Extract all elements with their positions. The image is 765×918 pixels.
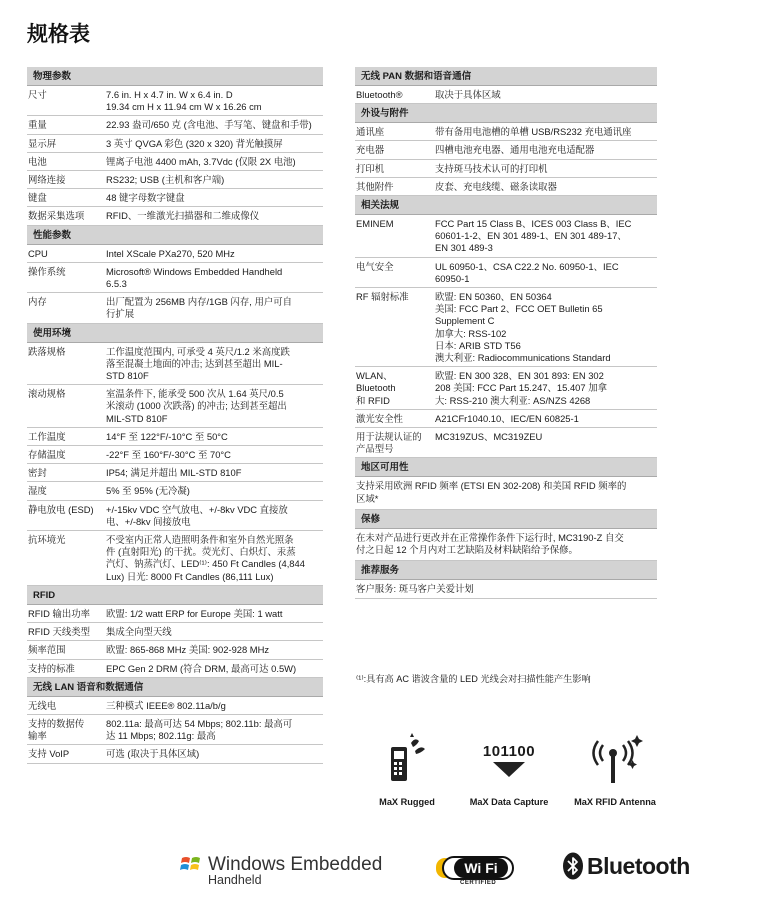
spec-row: [27, 189, 323, 207]
max-rugged-feature: [355, 733, 459, 807]
spec-row: [355, 141, 657, 159]
spec-value: 四槽电池充电器、通用电池充电适配器: [435, 144, 595, 156]
spec-label: 抗环境光: [28, 534, 66, 546]
spec-row: [27, 715, 323, 745]
spec-value: 欧盟: EN 50360、EN 50364 美国: FCC Part 2、FCC OET Bulletin 65 Supplement C 加拿大: RSS-102 日本: ARIB STD T56 澳大利亚: Radiocommunications Standard: [435, 291, 611, 364]
bluetooth-logo-text: Bluetooth: [587, 852, 690, 879]
wifi-certified-text: CERTIFIED: [460, 880, 497, 886]
spec-row: [355, 215, 657, 258]
spec-label: 电池: [28, 155, 47, 167]
spec-value: Microsoft® Windows Embedded Handheld 6.5.3: [106, 265, 283, 290]
right-spec-column: [355, 67, 657, 599]
data-capture-icon: [457, 733, 561, 787]
spec-label: 充电器: [356, 144, 385, 156]
spec-row: [355, 86, 657, 104]
spec-label: 无线电: [28, 699, 57, 711]
feature-icons: [355, 733, 667, 813]
section-header: 性能参数: [27, 226, 323, 245]
spec-row: [27, 116, 323, 134]
spec-value: 皮套、充电线缆、磁条读取器: [435, 180, 557, 192]
spec-row: [27, 385, 323, 428]
spec-value: Intel XScale PXa270, 520 MHz: [106, 247, 235, 259]
spec-value: 室温条件下, 能承受 500 次从 1.64 英尺/0.5 米滚动 (1000 次跌落) 的冲击; 达到甚至超出 MIL-STD 810F: [106, 388, 287, 424]
windows-logo-text: Windows Embedded: [208, 853, 383, 875]
spec-value: -22°F 至 160°F/-30°C 至 70°C: [106, 449, 231, 461]
spec-row: [355, 258, 657, 288]
spec-row: [27, 86, 323, 116]
spec-value: 欧盟: EN 300 328、EN 301 893: EN 302 208 美国: FCC Part 15.247、15.407 加拿 大: RSS-210 澳大利亚: AS/NZS 4268: [435, 370, 607, 406]
spec-value: IP54; 满足并超出 MIL-STD 810F: [106, 467, 242, 479]
spec-label: 支持的数据传 输率: [28, 717, 85, 742]
section-paragraph: 支持采用欧洲 RFID 频率 (ETSI EN 302-208) 和美国 RFID 频率的 区域*: [355, 477, 657, 509]
binary-code-text: 101100: [482, 742, 536, 760]
spec-value: 欧盟: 865-868 MHz 美国: 902-928 MHz: [106, 644, 270, 656]
spec-value: 三种模式 IEEE® 802.11a/b/g: [106, 699, 226, 711]
spec-label: 内存: [28, 296, 47, 308]
spec-value: RS232; USB (主机和客户端): [106, 174, 225, 186]
spec-row: [27, 245, 323, 263]
spec-row: [27, 153, 323, 171]
spec-row: [355, 178, 657, 196]
section-header: 使用环境: [27, 324, 323, 343]
spec-value: EPC Gen 2 DRM (符合 DRM, 最高可达 0.5W): [106, 662, 297, 674]
spec-value: 可选 (取决于具体区域): [106, 748, 200, 760]
certification-logos: [180, 850, 690, 900]
spec-value: 工作温度范围内, 可承受 4 英尺/1.2 米高度跌 落至混凝土地面的冲击; 达到甚至超出 MIL- STD 810F: [106, 345, 290, 382]
spec-row: [27, 697, 323, 715]
max-data-capture-label: MaX Data Capture: [469, 797, 549, 807]
spec-label: 通讯座: [356, 126, 385, 138]
spec-label: 尺寸: [28, 89, 47, 100]
spec-label: 频率范围: [28, 644, 66, 656]
section-header: 无线 LAN 语音和数据通信: [27, 678, 323, 697]
spec-label: 键盘: [28, 192, 47, 204]
spec-value: 带有备用电池槽的单槽 USB/RS232 充电通讯座: [435, 126, 632, 138]
spec-row: [355, 123, 657, 141]
spec-value: MC319ZUS、MC319ZEU: [435, 431, 543, 443]
spec-value: 出厂配置为 256MB 内存/1GB 闪存, 用户可自 行扩展: [106, 296, 292, 320]
spec-row: [355, 160, 657, 178]
spec-label: 湿度: [28, 485, 47, 497]
page-title: 规格表: [27, 23, 90, 46]
max-data-capture-feature: [457, 733, 561, 807]
spec-row: [27, 428, 323, 446]
spec-label: 操作系统: [28, 265, 66, 277]
spec-row: [27, 660, 323, 678]
spec-row: [27, 343, 323, 386]
spec-label: EMINEM: [356, 218, 394, 230]
spec-value: 支持斑马技术认可的打印机: [435, 162, 548, 174]
spec-row: [27, 623, 323, 641]
spec-value: 22.93 盎司/650 克 (含电池、手写笔、键盘和手带): [106, 119, 312, 131]
spec-row: [27, 263, 323, 293]
spec-label: WLAN、 Bluetooth 和 RFID: [356, 370, 396, 406]
spec-label: 存储温度: [28, 449, 66, 461]
section-paragraph: 客户服务: 斑马客户关爱计划: [355, 580, 657, 600]
wifi-certified-logo: [436, 852, 514, 890]
spec-label: 滚动规格: [28, 388, 66, 400]
spec-label: RFID 输出功率: [28, 607, 90, 619]
spec-label: 用于法规认证的 产品型号: [356, 431, 422, 455]
spec-label: 数据采集选项: [28, 210, 85, 222]
max-rfid-antenna-label: MaX RFID Antenna: [574, 797, 656, 807]
spec-row: [355, 428, 657, 458]
wifi-logo-text: Wi Fi: [454, 858, 508, 878]
spec-value: 802.11a: 最高可达 54 Mbps; 802.11b: 最高可 达 11 Mbps; 802.11g: 最高: [106, 717, 293, 742]
windows-flag-icon: [180, 854, 204, 874]
spec-value: 48 键字母数字键盘: [106, 192, 185, 204]
spec-row: [27, 446, 323, 464]
spec-label: 密封: [28, 467, 47, 479]
spec-row: [27, 501, 323, 531]
spec-label: 支持的标准: [28, 662, 75, 674]
spec-value: 取决于具体区域: [435, 89, 501, 100]
spec-label: Bluetooth®: [356, 89, 403, 100]
spec-label: 打印机: [356, 162, 385, 174]
section-header: 无线 PAN 数据和语音通信: [355, 67, 657, 86]
max-rfid-antenna-feature: [563, 733, 667, 807]
section-header: 地区可用性: [355, 458, 657, 477]
spec-value: UL 60950-1、CSA C22.2 No. 60950-1、IEC 60950-1: [435, 260, 619, 284]
spec-row: [355, 288, 657, 367]
section-header: 推荐服务: [355, 561, 657, 580]
spec-row: [27, 207, 323, 225]
spec-label: RFID 天线类型: [28, 626, 90, 638]
max-rugged-label: MaX Rugged: [379, 797, 435, 807]
spec-label: RF 辐射标准: [356, 291, 409, 303]
section-header: 物理参数: [27, 67, 323, 86]
spec-value: 不受室内正常人造照明条件和室外自然光照条 件 (直射阳光) 的干扰。荧光灯、白炽灯、汞蒸 汽灯、钠蒸汽灯、LED⁽¹⁾: 450 Ft Candles (4,844 Lux) 日光: 8000 Ft Candles (86,111 Lux): [106, 534, 305, 582]
spec-value: RFID、一维激光扫描器和二维成像仪: [106, 210, 260, 222]
spec-row: [27, 482, 323, 500]
spec-label: 重量: [28, 119, 47, 131]
section-header: 相关法规: [355, 196, 657, 215]
spec-label: 支持 VoIP: [28, 748, 70, 760]
windows-logo-subtext: Handheld: [208, 873, 262, 887]
spec-value: FCC Part 15 Class B、ICES 003 Class B、IEC 60601-1-2、EN 301 489-1、EN 301 489-17、 EN 301 489-3: [435, 218, 632, 254]
spec-row: [27, 605, 323, 623]
spec-value: 3 英寸 QVGA 彩色 (320 x 320) 背光触摸屏: [106, 137, 283, 149]
spec-label: CPU: [28, 247, 48, 259]
spec-label: 激光安全性: [356, 412, 403, 424]
spec-row: [27, 641, 323, 659]
spec-value: 7.6 in. H x 4.7 in. W x 6.4 in. D 19.34 cm H x 11.94 cm W x 16.26 cm: [106, 89, 262, 113]
spec-value: 集成全向型天线: [106, 626, 172, 638]
spec-value: A21CFr1040.10、IEC/EN 60825-1: [435, 412, 579, 424]
spec-value: 锂离子电池 4400 mAh, 3.7Vdc (仅限 2X 电池): [106, 155, 296, 167]
spec-label: 跌落规格: [28, 345, 66, 357]
footnote: ⁽¹⁾:具有高 AC 谐波含量的 LED 光线会对扫描性能产生影响: [356, 674, 591, 684]
windows-embedded-logo: [180, 854, 382, 887]
spec-label: 电气安全: [356, 260, 394, 272]
spec-row: [27, 745, 323, 763]
section-paragraph: 在未对产品进行更改并在正常操作条件下运行时, MC3190-Z 自交 付之日起 12 个月内对工艺缺陷及材料缺陷给予保修。: [355, 529, 657, 561]
scan-triangle-icon: [489, 760, 529, 778]
spec-value: 5% 至 95% (无冷凝): [106, 485, 190, 497]
spec-row: [27, 464, 323, 482]
spec-value: +/-15kv VDC 空气放电、+/-8kv VDC 直接放 电、+/-8kv 间接放电: [106, 503, 288, 527]
section-header: 保修: [355, 510, 657, 529]
bluetooth-icon: [562, 852, 584, 880]
spec-label: 静电放电 (ESD): [28, 503, 94, 515]
spec-label: 网络连接: [28, 174, 66, 186]
spec-label: 其他附件: [356, 180, 394, 192]
spec-row: [27, 171, 323, 189]
spec-value: 14°F 至 122°F/-10°C 至 50°C: [106, 430, 228, 442]
rfid-antenna-icon: [563, 733, 667, 787]
spec-row: [27, 531, 323, 586]
section-header: 外设与附件: [355, 104, 657, 123]
spec-row: [27, 293, 323, 323]
section-header: RFID: [27, 586, 323, 605]
spec-label: 显示屏: [28, 137, 57, 149]
spec-label: 工作温度: [28, 430, 66, 442]
spec-row: [27, 135, 323, 153]
spec-row: [355, 367, 657, 410]
spec-row: [355, 410, 657, 428]
rugged-icon: [355, 733, 459, 787]
bluetooth-logo: [562, 852, 690, 880]
spec-value: 欧盟: 1/2 watt ERP for Europe 美国: 1 watt: [106, 607, 283, 619]
left-spec-column: [27, 67, 323, 764]
